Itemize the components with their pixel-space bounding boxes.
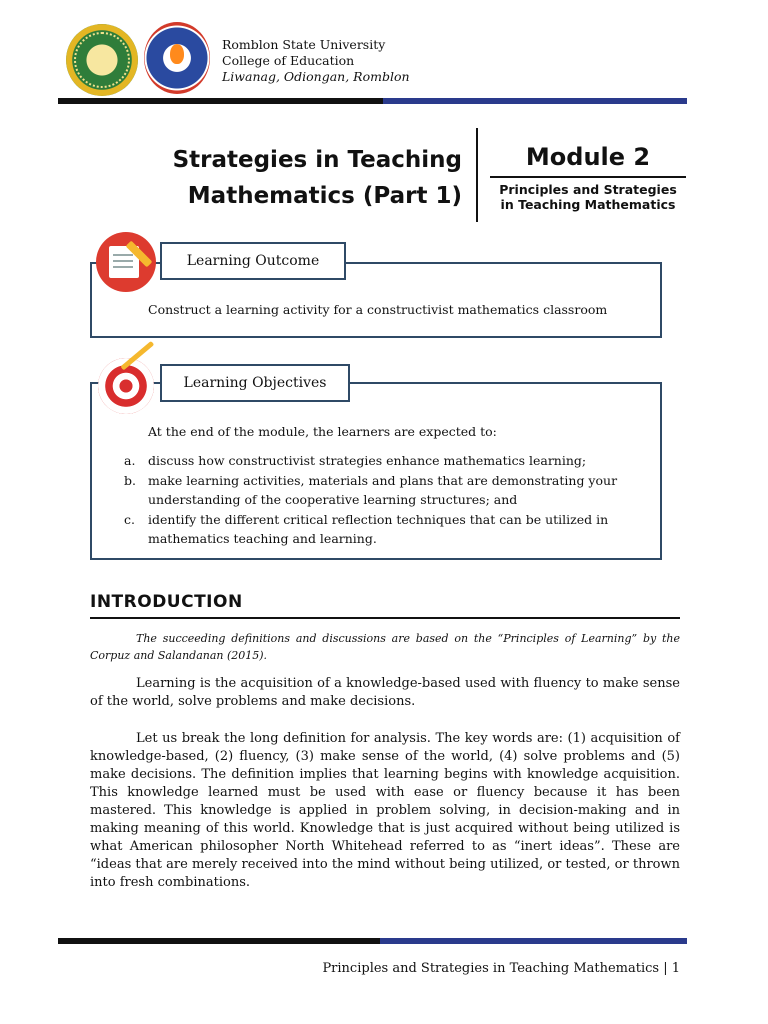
address: Liwanag, Odiongan, Romblon (222, 69, 410, 84)
objective-marker: c. (124, 511, 135, 527)
objectives-list (124, 451, 644, 549)
college-name: College of Education (222, 53, 355, 68)
module-subtitle-line-1: Principles and Strategies (499, 182, 677, 197)
objective-text: make learning activities, materials and plans that are demonstrating your understanding of the cooperative learning structures; and (148, 472, 618, 507)
footer-rule-blue (380, 938, 687, 944)
introduction-note: The succeeding definitions and discussions are based on the “Principles of Learning” by the Corpuz and Salandanan (2015). (90, 632, 680, 662)
objective-item (124, 510, 644, 549)
objective-item (124, 471, 644, 510)
introduction-paragraph-2: Let us break the long definition for analysis. The key words are: (1) acquisition of knowledge-based, (2) fluency, (3) make sense of the world, (4) solve problems and (5) make decisions. The definition implies that learning begins with knowledge acquisition. This knowledge learned must be used with ease or fluency because it has been mastered. This knowledge is applied in problem solving, in decision-making and in making meaning of this world. Knowledge that is just acquired without being utilized is what American philosopher North Whitehead referred to as “inert ideas”. These are “ideas that are merely received into the mind without being utilized, or tested, or thrown into fresh combinations. (90, 731, 680, 890)
learning-objectives-label: Learning Objectives (160, 364, 350, 402)
footer-rule-black (58, 938, 380, 944)
objective-marker: a. (124, 453, 136, 468)
module-subtitle-line-2: in Teaching Mathematics (500, 197, 676, 212)
university-name: Romblon State University (222, 37, 386, 52)
header-rule-blue (383, 98, 687, 104)
module-number: Module 2 (525, 143, 651, 171)
institution-block (222, 37, 410, 85)
objective-text: identify the different critical reflection techniques that can be utilized in mathematics teaching and learning. (148, 511, 609, 546)
header-rule-black (58, 98, 383, 104)
notepad-pencil-icon (96, 232, 156, 292)
module-rule (490, 176, 686, 178)
learning-outcome-text: Construct a learning activity for a constructivist mathematics classroom (148, 302, 608, 317)
title-divider (476, 128, 478, 222)
title-line-1: Strategies in Teaching (172, 147, 462, 173)
learning-outcome-label: Learning Outcome (160, 242, 346, 280)
module-title (140, 142, 462, 214)
target-arrow-icon (98, 358, 154, 414)
title-line-2: Mathematics (Part 1) (187, 183, 462, 209)
objective-text: discuss how constructivist strategies enhance mathematics learning; (148, 453, 587, 468)
college-of-education-logo (144, 22, 210, 94)
introduction-paragraph-1: Learning is the acquisition of a knowledge-based used with fluency to make sense of the world, solve problems and make decisions. (90, 676, 680, 709)
introduction-heading: INTRODUCTION (90, 592, 243, 612)
objective-marker: b. (124, 472, 136, 488)
introduction-rule (90, 617, 680, 619)
module-subtitle (490, 182, 686, 212)
footer-page-label: Principles and Strategies in Teaching Mathematics | 1 (322, 961, 680, 976)
university-seal-logo (66, 24, 138, 96)
objective-item (124, 451, 644, 471)
objectives-intro: At the end of the module, the learners are expected to: (148, 424, 497, 439)
